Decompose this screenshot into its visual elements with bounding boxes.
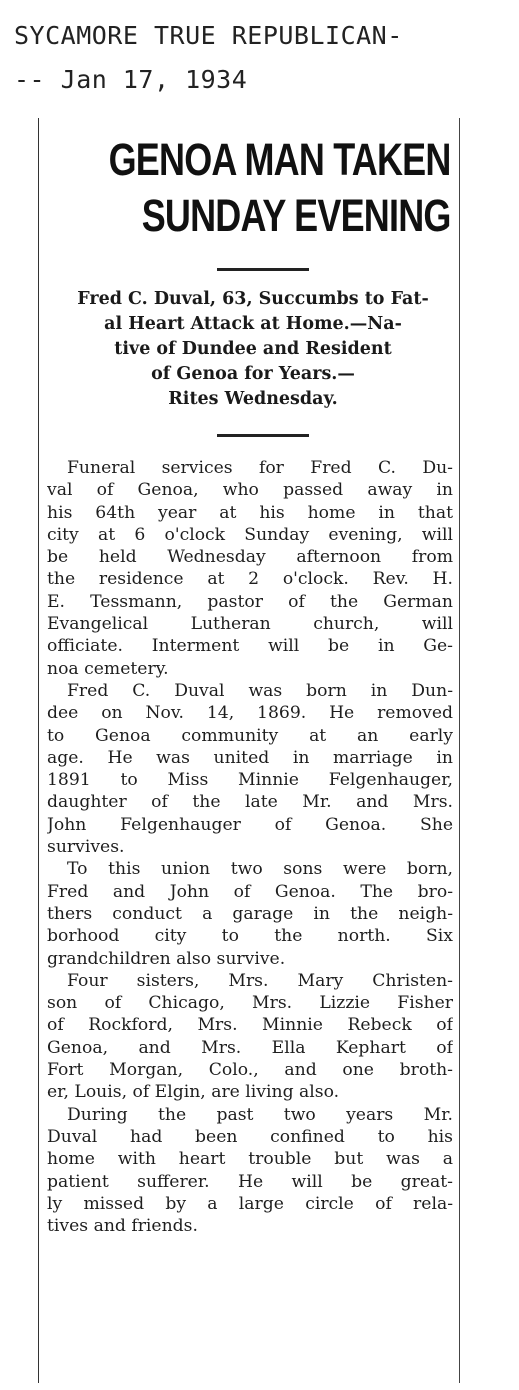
deck-line: Rites Wednesday. [168,389,338,409]
body-line: tives and friends. [47,1216,198,1237]
body-line: grandchildren also survive. [47,948,286,969]
body-line: daughter of the late Mr. and Mrs. [47,792,453,813]
body-line: of Rockford, Mrs. Minnie Rebeck of [47,1015,453,1036]
body-line: er, Louis, of Elgin, are living also. [47,1082,340,1103]
body-line: Four sisters, Mrs. Mary Christen- [67,970,453,991]
article-body [39,457,459,1237]
body-line: city at 6 o'clock Sunday evening, will [47,524,453,545]
body-line: son of Chicago, Mrs. Lizzie Fisher [47,993,453,1014]
deck-line: al Heart Attack at Home.—Na- [104,314,402,334]
body-line: 1891 to Miss Minnie Felgenhauger, [47,770,453,791]
body-line: borhood city to the north. Six [47,926,453,947]
body-line: Genoa, and Mrs. Ella Kephart of [47,1037,453,1058]
article-headline [43,132,457,244]
body-line: Evangelical Lutheran church, will [47,614,453,635]
headline-divider [217,268,309,271]
body-line: To this union two sons were born, [67,859,453,880]
deck-divider [217,434,309,437]
body-line: his 64th year at his home in that [47,502,453,523]
body-line: John Felgenhauger of Genoa. She [47,814,453,835]
caption-line-2: -- Jan 17, 1934 [14,65,248,94]
body-line: noa cemetery. [47,658,169,679]
body-line: Fred C. Duval was born in Dun- [67,680,453,701]
body-line: Fred and John of Genoa. The bro- [47,881,453,902]
paragraph-funeral [47,457,453,680]
body-line: officiate. Interment will be in Ge- [47,636,453,657]
newspaper-clipping [38,118,460,1383]
paragraph-illness [47,1104,453,1238]
caption-line-1: SYCAMORE TRUE REPUBLICAN- [14,21,403,50]
body-line: Fort Morgan, Colo., and one broth- [47,1060,453,1081]
body-line: be held Wednesday afternoon from [47,547,453,568]
deck-line: Fred C. Duval, 63, Succumbs to Fat- [77,289,429,309]
body-line: age. He was united in marriage in [47,747,453,768]
body-line: the residence at 2 o'clock. Rev. H. [47,569,453,590]
deck-line: tive of Dundee and Resident [114,339,392,359]
paragraph-birth [47,680,453,858]
body-line: survives. [47,837,125,858]
body-line: E. Tessmann, pastor of the German [47,591,453,612]
deck-line: of Genoa for Years.— [151,364,355,384]
body-line: to Genoa community at an early [47,725,453,746]
body-line: Funeral services for Fred C. Du- [67,458,453,478]
paragraph-sons [47,858,453,969]
article-deck [39,287,459,412]
body-line: Duval had been confined to his [47,1126,453,1147]
body-line: patient sufferer. He will be great- [47,1171,453,1192]
headline-line-1: GENOA MAN TAKEN [108,134,451,185]
body-line: val of Genoa, who passed away in [47,480,453,501]
paragraph-sisters [47,970,453,1104]
headline-line-2: SUNDAY EVENING [141,190,451,241]
body-line: ly missed by a large circle of rela- [47,1193,453,1214]
body-line: thers conduct a garage in the neigh- [47,903,453,924]
body-line: During the past two years Mr. [67,1104,453,1125]
typed-source-caption [14,14,514,102]
body-line: home with heart trouble but was a [47,1149,453,1170]
body-line: dee on Nov. 14, 1869. He removed [47,703,453,724]
